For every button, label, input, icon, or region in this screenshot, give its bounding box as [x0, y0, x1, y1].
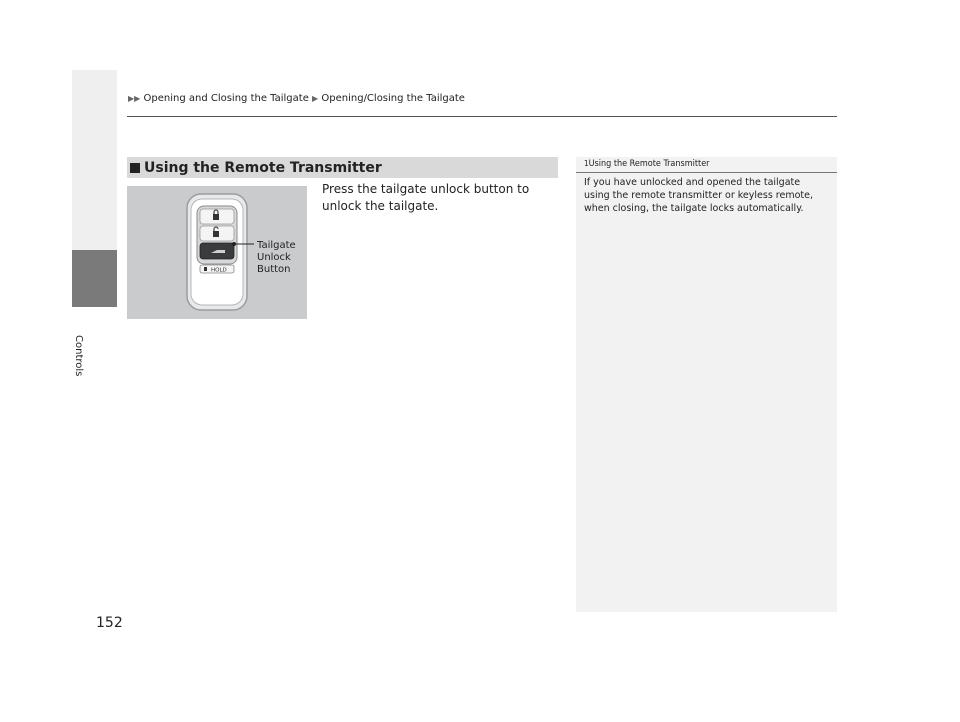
section-title: Using the Remote Transmitter	[144, 159, 382, 176]
page-number: 152	[96, 615, 123, 631]
lock-icon	[213, 214, 219, 220]
callout-label-line-2: Unlock	[257, 252, 291, 263]
side-tab-label: Controls	[73, 335, 84, 377]
breadcrumb-arrow-icon: ▶	[312, 94, 319, 103]
hold-label: HOLD	[211, 267, 227, 274]
side-tab	[72, 250, 117, 307]
callout-label-line-3: Button	[257, 264, 291, 275]
note-marker-icon: 1	[584, 159, 589, 168]
section-square-icon	[130, 163, 140, 173]
remote-transmitter-illustration	[127, 186, 307, 319]
section-header	[127, 157, 558, 178]
section-body-text: Press the tailgate unlock button to unlock the tailgate.	[322, 182, 530, 213]
note-title: 1Using the Remote Transmitter	[584, 159, 710, 169]
note-text: If you have unlocked and opened the tailgate using the remote transmitter or keyless remote, when closing, the tailgate locks automatically.	[584, 177, 813, 214]
side-strip	[72, 70, 117, 250]
header-rule	[127, 116, 837, 117]
breadcrumb	[128, 93, 465, 104]
note-rule	[576, 172, 837, 173]
breadcrumb-arrow-icon: ▶▶	[128, 94, 141, 103]
breadcrumb-part-2[interactable]: Opening/Closing the Tailgate	[321, 93, 465, 104]
note-box	[576, 157, 837, 612]
unlock-icon	[213, 231, 219, 237]
remote-transmitter-figure	[127, 186, 307, 319]
callout-label-line-1: Tailgate	[257, 240, 296, 251]
breadcrumb-part-1[interactable]: Opening and Closing the Tailgate	[143, 93, 309, 104]
